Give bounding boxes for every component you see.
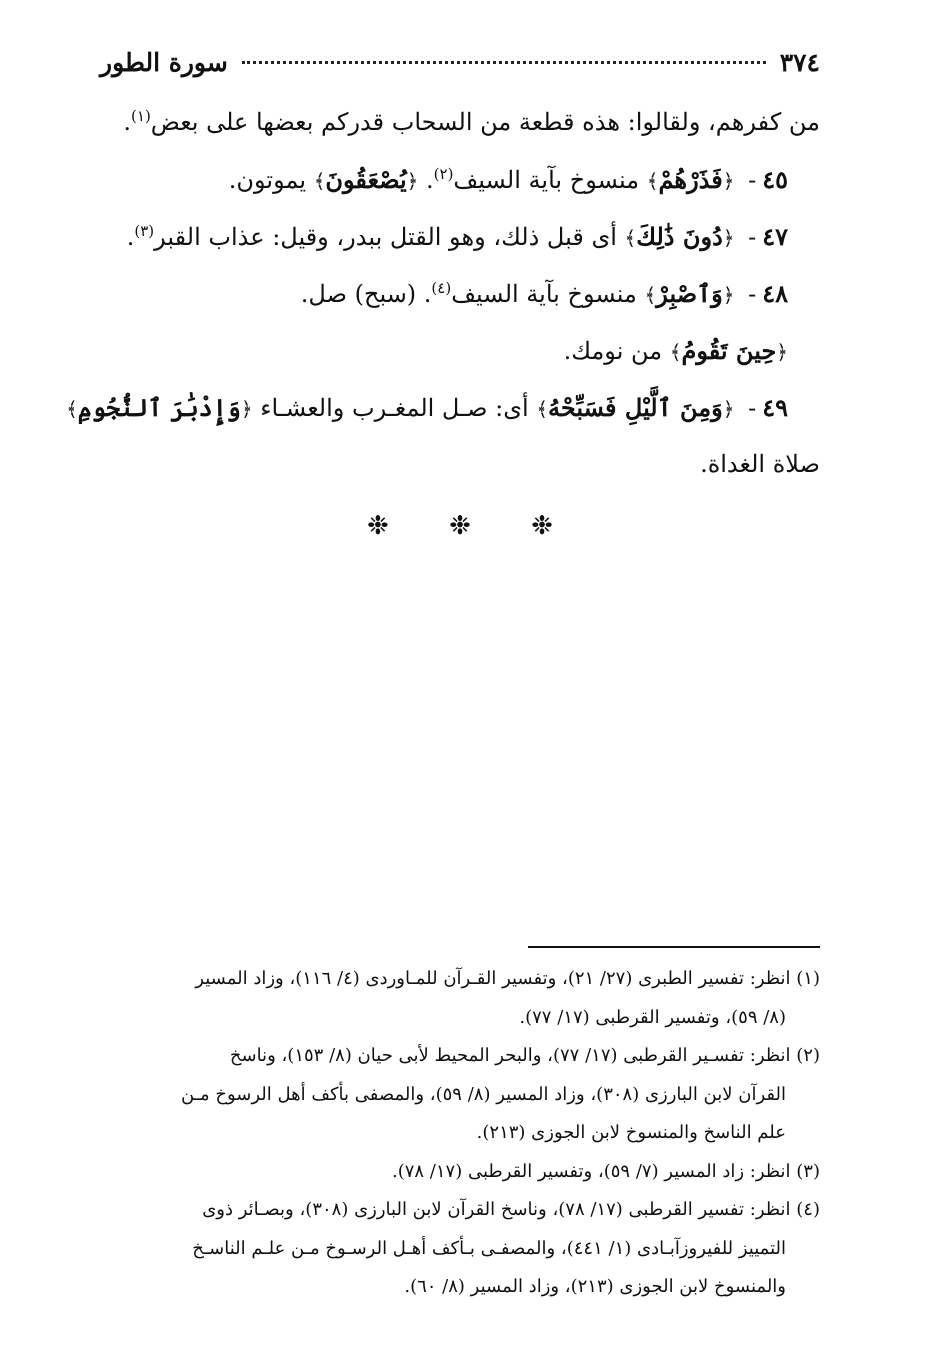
footnote-2 [100, 1037, 820, 1153]
ornate-bracket-open: ﴿ [722, 283, 735, 307]
commentary-text-run: أى قبل ذلك، وهو القتل ببدر، وقيل: عذاب القبر [154, 223, 617, 251]
quran-quote: وَإِدْبَٰرَ ٱلنُّجُومِ [77, 393, 241, 422]
footnote-line: التمييز للفيروزآبـادى (١/ ٤٤١)، والمصفـى بـأكف أهـل الرسـوخ مـن علـم الناسـخ [192, 1237, 786, 1259]
text-line [100, 436, 820, 493]
commentary-text-run: يموتون. [228, 166, 307, 194]
footnote-line: (٤) انظر: تفسير القرطبى (١٧/ ٧٨)، وناسخ القرآن لابن البارزى (٣٠٨)، وبصـائر ذوى [202, 1199, 820, 1220]
ornate-bracket-open: ﴿ [722, 226, 735, 250]
punctuation: . [426, 166, 434, 194]
running-head [100, 48, 820, 88]
ornate-bracket-close: ﴾ [644, 283, 657, 307]
commentary-text-run: منسوخ بآية السيف [451, 280, 637, 308]
section-divider-stars: ❉ ❉ ❉ [367, 511, 579, 541]
commentary-text [66, 94, 820, 541]
verse-number: ٤٨ [762, 279, 788, 308]
commentary-text-run: من نومك. [563, 337, 663, 365]
punctuation: . [126, 223, 135, 251]
commentary-text-run: منسوخ بآية السيف [453, 166, 640, 194]
footnote-line: علم الناسخ والمنسوخ لابن الجوزى (٢١٣). [476, 1122, 786, 1143]
page-number: ٣٧٤ [779, 48, 820, 77]
footnote-line: القرآن لابن البارزى (٣٠٨)، وزاد المسير (٨/ ٥٩)، والمصفى بأكف أهل الرسوخ مـن [181, 1083, 786, 1105]
ornate-bracket-close: ﴾ [313, 169, 326, 193]
ornate-bracket-open: ﴿ [406, 169, 419, 193]
ornate-bracket-close: ﴾ [66, 397, 78, 421]
ornate-bracket-open: ﴿ [240, 397, 253, 421]
footnotes [100, 960, 820, 1307]
ornate-bracket-open: ﴿ [776, 340, 788, 364]
quran-quote: فَذَرْهُمْ [658, 165, 723, 194]
verse-entry [100, 322, 820, 379]
verse-number: ٤٥ [762, 165, 788, 194]
footnote-line: (١) انظر: تفسير الطبرى (٢٧/ ٢١)، وتفسير القـرآن للمـاوردى (٤/ ١١٦)، وزاد المسير [195, 968, 820, 989]
leader-dots [242, 61, 766, 64]
commentary-text-run: صلاة الغداة. [700, 450, 820, 478]
ornate-bracket-open: ﴿ [722, 397, 735, 421]
commentary-text-run: من كفرهم، ولقالوا: هذه قطعة من السحاب قدركم بعضها على بعض [150, 108, 820, 136]
footnote-4 [100, 1191, 820, 1307]
footnote-ref: (٣) [134, 222, 155, 240]
verse-number: ٤٩ [762, 393, 788, 422]
footnote-line: (٨/ ٥٩)، وتفسير القرطبى (١٧/ ٧٧). [519, 1006, 786, 1028]
quran-quote: وَمِنَ ٱلَّيْلِ فَسَبِّحْهُ [548, 393, 723, 422]
ornate-bracket-open: ﴿ [722, 169, 735, 193]
verse-entry [100, 265, 820, 322]
dash: - [748, 280, 757, 308]
punctuation: . [123, 108, 132, 136]
dash: - [748, 223, 757, 251]
ornate-bracket-close: ﴾ [624, 226, 637, 250]
footnote-3 [100, 1153, 820, 1192]
book-page [66, 48, 820, 1348]
footnote-ref: (٤) [431, 279, 452, 297]
dash: - [748, 166, 757, 194]
quran-quote: حِينَ تَقُومُ [681, 336, 777, 365]
commentary-text-run: أى: صـل المغـرب والعشـاء [260, 394, 529, 422]
dash: - [748, 394, 757, 422]
verse-entry [100, 208, 820, 265]
footnote-line: (٣) انظر: زاد المسير (٧/ ٥٩)، وتفسير القرطبى (١٧/ ٧٨). [391, 1160, 820, 1182]
verse-entry [100, 151, 820, 208]
footnote-line: (٢) انظر: تفسـير القرطبى (١٧/ ٧٧)، والبحر المحيط لأبى حيان (٨/ ١٥٣)، وناسخ [229, 1045, 820, 1066]
ornate-bracket-close: ﴾ [669, 340, 682, 364]
footnote-separator [528, 946, 820, 948]
footnote-line: والمنسوخ لابن الجوزى (٢١٣)، وزاد المسير (٨/ ٦٠). [404, 1276, 786, 1297]
footnote-1 [100, 960, 820, 1037]
footnote-ref: (٢) [433, 165, 454, 183]
verse-entry [66, 379, 820, 436]
text-line [100, 94, 820, 151]
footnote-ref: (١) [131, 107, 151, 125]
surah-title: سورة الطور [100, 48, 228, 77]
verse-number: ٤٧ [762, 222, 788, 251]
quran-quote: يُصْعَقُونَ [325, 165, 407, 194]
quran-quote: دُونَ ذَٰلِكَ [636, 222, 723, 251]
ornate-bracket-close: ﴾ [646, 169, 659, 193]
commentary-text-run: . (سبح) صل. [300, 280, 432, 308]
ornate-bracket-close: ﴾ [536, 397, 549, 421]
quran-quote: وَٱصْبِرْ [656, 279, 723, 308]
